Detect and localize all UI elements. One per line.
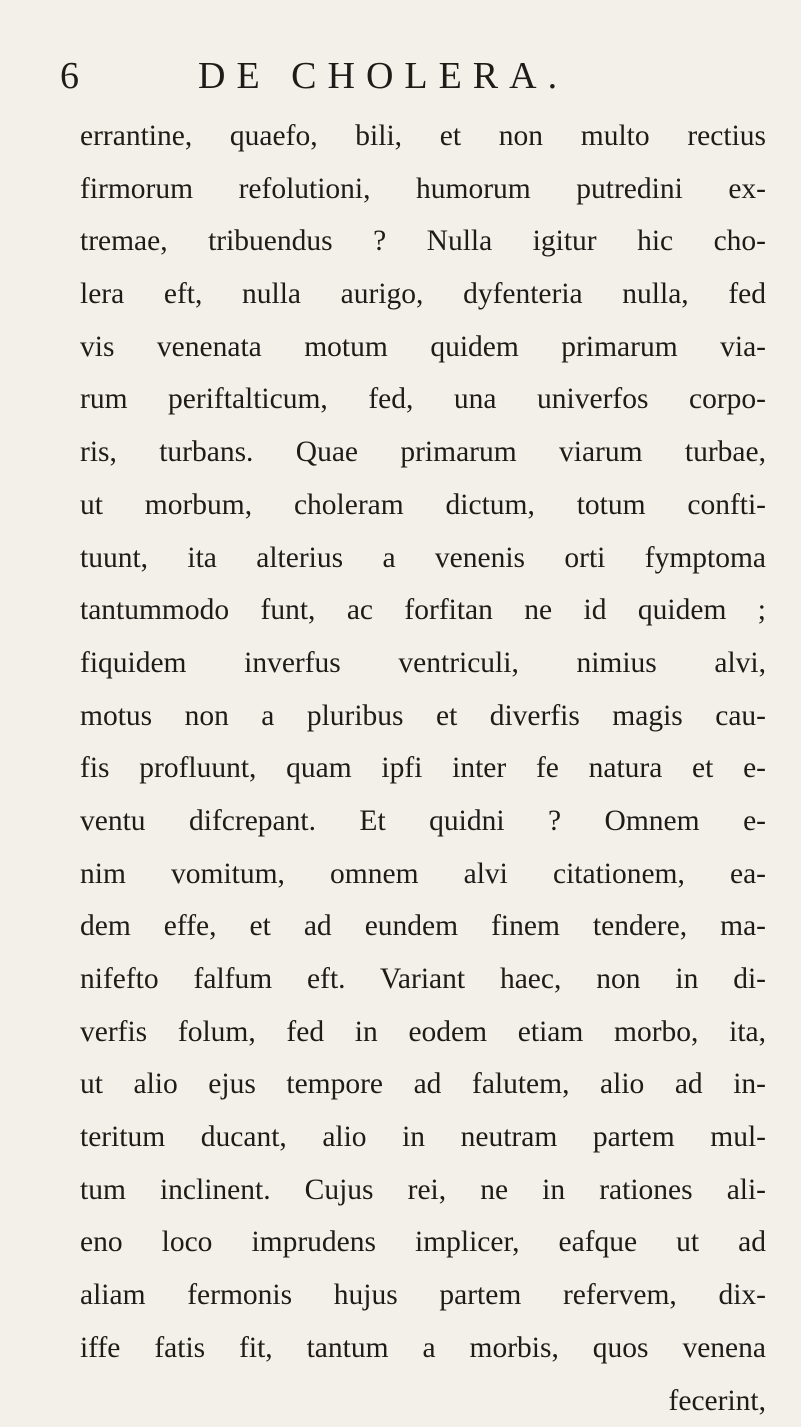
text-line: nifefto falfum eft. Variant haec, non in di- <box>80 953 766 1006</box>
text-line: aliam fermonis hujus partem refervem, dix- <box>80 1269 766 1322</box>
body-text <box>80 110 766 1427</box>
running-head <box>60 44 760 100</box>
text-line: rum periftalticum, fed, una univerfos corpo- <box>80 373 766 426</box>
text-line: nim vomitum, omnem alvi citationem, ea- <box>80 848 766 901</box>
page-number: 6 <box>60 52 79 100</box>
text-line: verfis folum, fed in eodem etiam morbo, ita, <box>80 1006 766 1059</box>
text-line: ut morbum, choleram dictum, totum confti- <box>80 479 766 532</box>
text-line: fiquidem inverfus ventriculi, nimius alvi, <box>80 637 766 690</box>
text-line: tuunt, ita alterius a venenis orti fymptoma <box>80 532 766 585</box>
text-line: eno loco imprudens implicer, eafque ut ad <box>80 1216 766 1269</box>
text-line: firmorum refolutioni, humorum putredini ex- <box>80 163 766 216</box>
catchword: fecerint, <box>80 1375 766 1427</box>
text-line: lera eft, nulla aurigo, dyfenteria nulla, fed <box>80 268 766 321</box>
text-line: errantine, quaefo, bili, et non multo rectius <box>80 110 766 163</box>
text-line: tantummodo funt, ac forfitan ne id quidem ; <box>80 584 766 637</box>
text-line: ut alio ejus tempore ad falutem, alio ad in- <box>80 1058 766 1111</box>
text-line: teritum ducant, alio in neutram partem mul- <box>80 1111 766 1164</box>
text-line: ris, turbans. Quae primarum viarum turbae, <box>80 426 766 479</box>
running-title: DE CHOLERA. <box>198 52 568 100</box>
text-line: fis profluunt, quam ipfi inter fe natura et e- <box>80 742 766 795</box>
text-line: vis venenata motum quidem primarum via- <box>80 321 766 374</box>
text-line: ventu difcrepant. Et quidni ? Omnem e- <box>80 795 766 848</box>
text-line: iffe fatis fit, tantum a morbis, quos venena <box>80 1322 766 1375</box>
text-line: tum inclinent. Cujus rei, ne in rationes ali- <box>80 1164 766 1217</box>
text-line: tremae, tribuendus ? Nulla igitur hic cho- <box>80 215 766 268</box>
text-line: motus non a pluribus et diverfis magis cau- <box>80 690 766 743</box>
text-line: dem effe, et ad eundem finem tendere, ma- <box>80 900 766 953</box>
